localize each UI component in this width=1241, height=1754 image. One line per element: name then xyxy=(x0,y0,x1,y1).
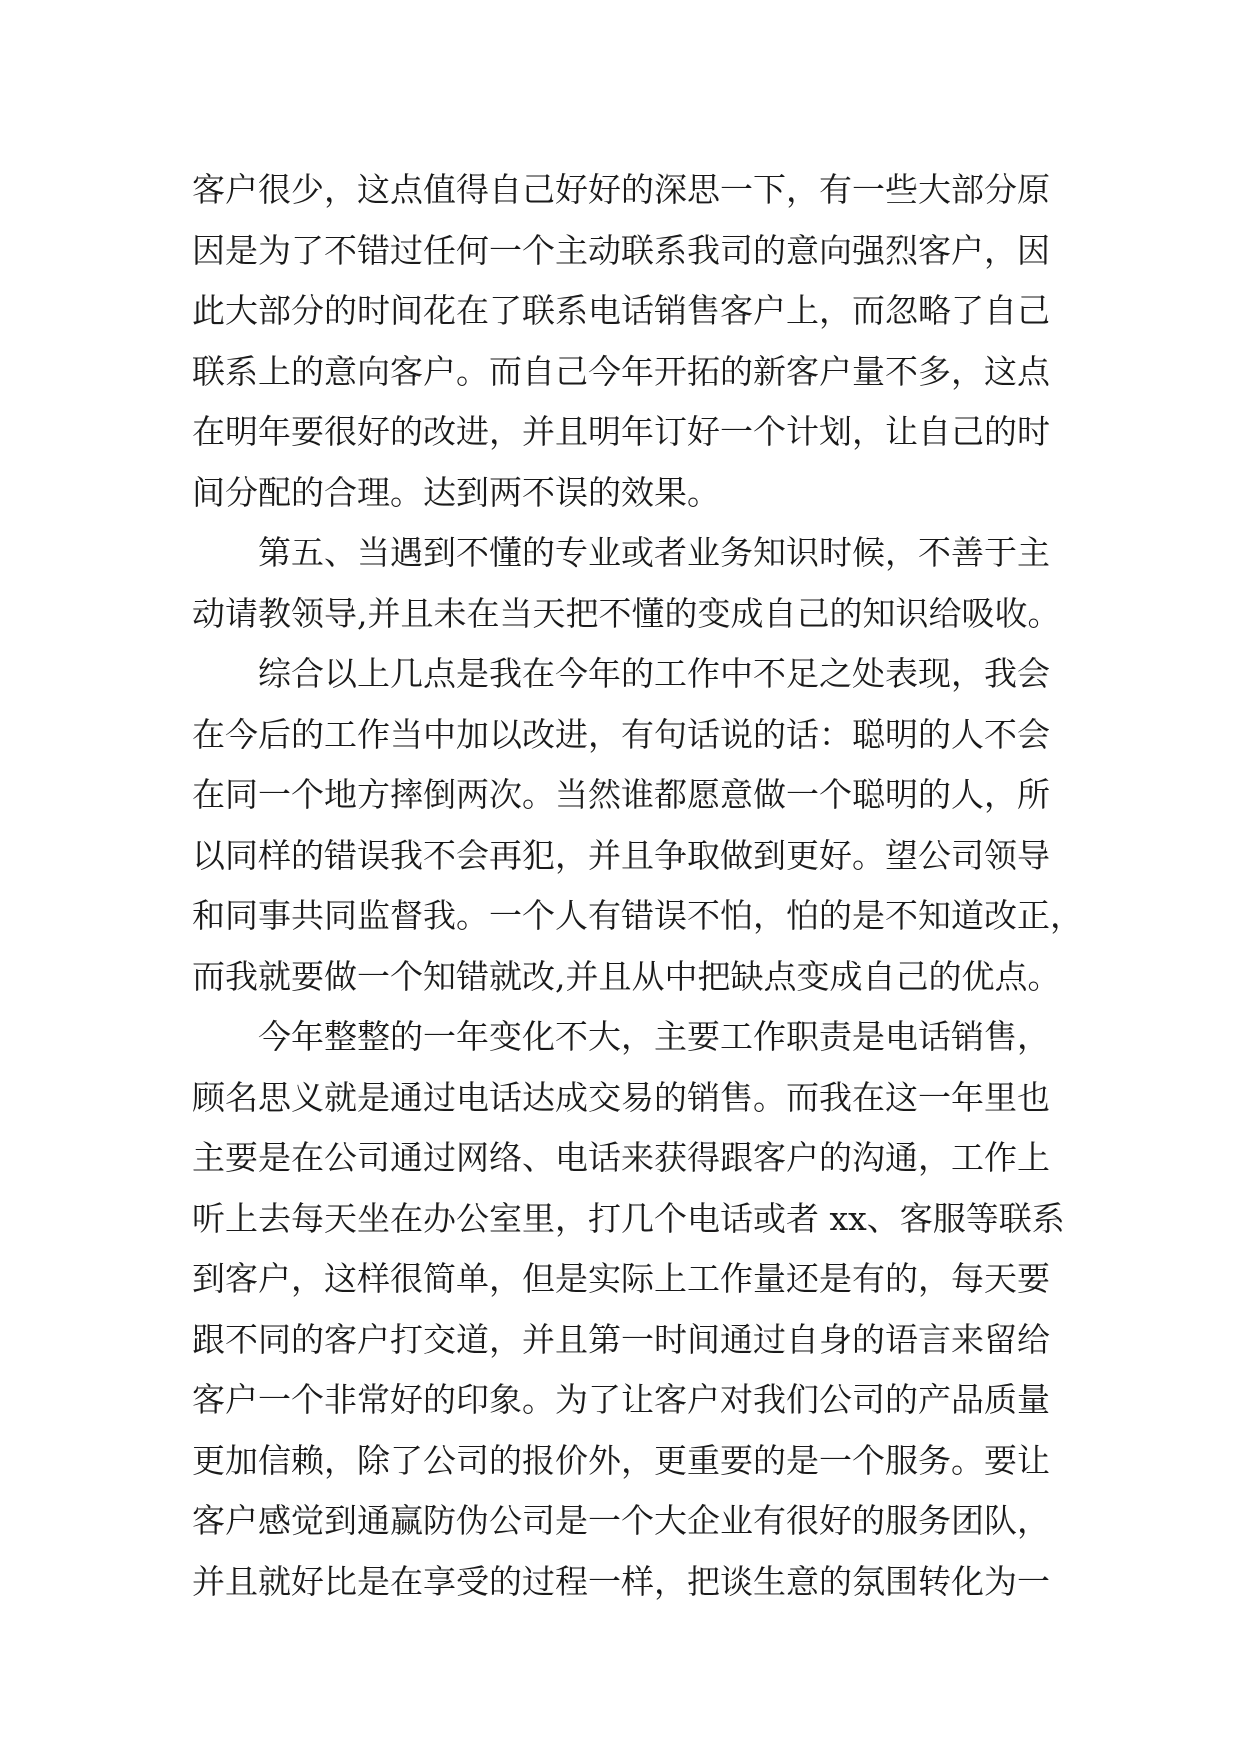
text-line: 因是为了不错过任何一个主动联系我司的意向强烈客户，因 xyxy=(192,230,1050,270)
text-line: 主要是在公司通过网络、电话来获得跟客户的沟通，工作上 xyxy=(192,1138,1050,1177)
text-line: 此大部分的时间花在了联系电话销售客户上，而忽略了自己 xyxy=(192,291,1050,330)
text-line: 第五、当遇到不懂的专业或者业务知识时候，不善于主 xyxy=(258,533,1050,572)
text-line: 动请教领导,并且未在当天把不懂的变成自己的知识给吸收。 xyxy=(192,593,1061,633)
body-text xyxy=(192,160,1083,1612)
text-line: 间分配的合理。达到两不误的效果。 xyxy=(192,472,720,512)
text-line: 跟不同的客户打交道，并且第一时间通过自身的语言来留给 xyxy=(192,1319,1050,1359)
text-line: 和同事共同监督我。一个人有错误不怕，怕的是不知道改正， xyxy=(192,896,1083,935)
text-line: 到客户，这样很简单，但是实际上工作量还是有的，每天要 xyxy=(192,1259,1050,1298)
text-line: 以同样的错误我不会再犯，并且争取做到更好。望公司领导 xyxy=(192,835,1050,875)
text-line: 并且就好比是在享受的过程一样，把谈生意的氛围转化为一 xyxy=(192,1561,1050,1601)
text-line: 更加信赖，除了公司的报价外，更重要的是一个服务。要让 xyxy=(192,1440,1050,1480)
text-line: 在同一个地方摔倒两次。当然谁都愿意做一个聪明的人，所 xyxy=(192,775,1050,814)
text-line: 联系上的意向客户。而自己今年开拓的新客户量不多，这点 xyxy=(192,351,1050,391)
text-line: 顾名思义就是通过电话达成交易的销售。而我在这一年里也 xyxy=(192,1077,1050,1117)
text-line: 而我就要做一个知错就改,并且从中把缺点变成自己的优点。 xyxy=(192,956,1061,996)
text-line: 客户感觉到通赢防伪公司是一个大企业有很好的服务团队， xyxy=(192,1501,1050,1540)
text-line: 在今后的工作当中加以改进，有句话说的话：聪明的人不会 xyxy=(192,714,1050,754)
text-line: 在明年要很好的改进，并且明年订好一个计划，让自己的时 xyxy=(192,412,1050,451)
text-line: 今年整整的一年变化不大，主要工作职责是电话销售， xyxy=(258,1017,1050,1056)
text-line: 综合以上几点是我在今年的工作中不足之处表现，我会 xyxy=(258,654,1050,693)
text-line: 听上去每天坐在办公室里，打几个电话或者 xx、客服等联系 xyxy=(192,1198,1065,1238)
text-line: 客户很少，这点值得自己好好的深思一下，有一些大部分原 xyxy=(192,170,1050,209)
text-line: 客户一个非常好的印象。为了让客户对我们公司的产品质量 xyxy=(192,1380,1050,1419)
